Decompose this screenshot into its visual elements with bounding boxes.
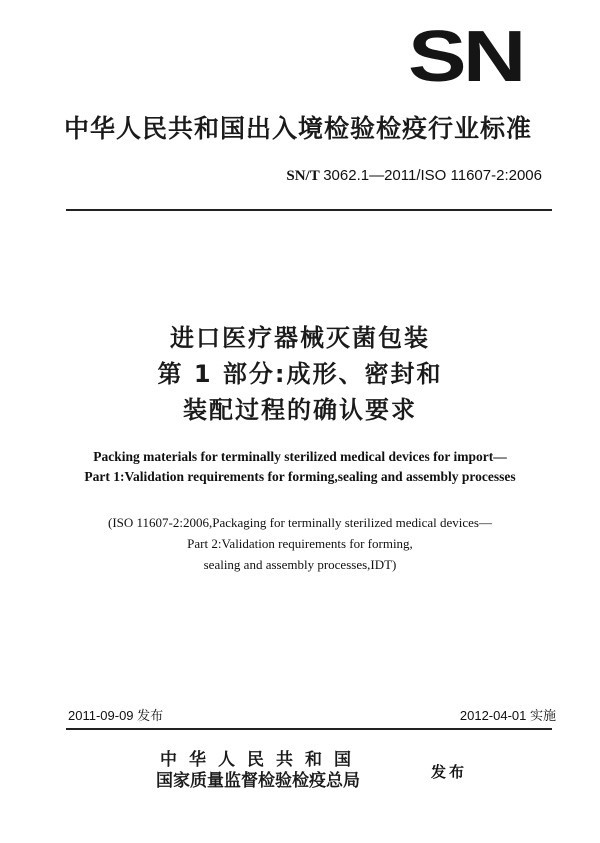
issuer-block (156, 750, 426, 792)
reference-line-2: Part 2:Validation requirements for forming, (187, 536, 413, 551)
sn-logo: SN (408, 17, 523, 97)
standard-code: 3062.1—2011/ISO 11607-2:2006 (323, 167, 542, 184)
top-divider (66, 209, 552, 211)
title-cn-line-2: 第 1 部分:成形、密封和 (157, 360, 443, 388)
standard-number (286, 166, 542, 186)
issuing-authority-title: 中华人民共和国出入境检验检疫行业标准 (64, 114, 533, 143)
title-cn-line-1: 进口医疗器械灭菌包装 (170, 324, 430, 352)
reference-line-3: sealing and assembly processes,IDT) (203, 557, 397, 572)
reference-line-1: (ISO 11607-2:2006,Packaging for terminally sterilized medical devices— (108, 515, 492, 530)
title-en-line-2: Part 1:Validation requirements for forming,sealing and assembly processes (84, 469, 516, 484)
bottom-divider (66, 728, 552, 730)
release-label: 发布 (431, 763, 468, 781)
issue-date: 2011-09-09 发布 (68, 708, 164, 723)
implementation-date: 2012-04-01 实施 (459, 708, 556, 723)
issuer-country: 中华人民共和国 (160, 750, 363, 770)
title-en-line-1: Packing materials for terminally sterilized medical devices for import— (93, 449, 507, 464)
issuer-agency: 国家质量监督检验检疫总局 (156, 771, 360, 791)
standard-prefix: SN/T (286, 168, 320, 184)
title-cn-line-3: 装配过程的确认要求 (183, 396, 417, 424)
